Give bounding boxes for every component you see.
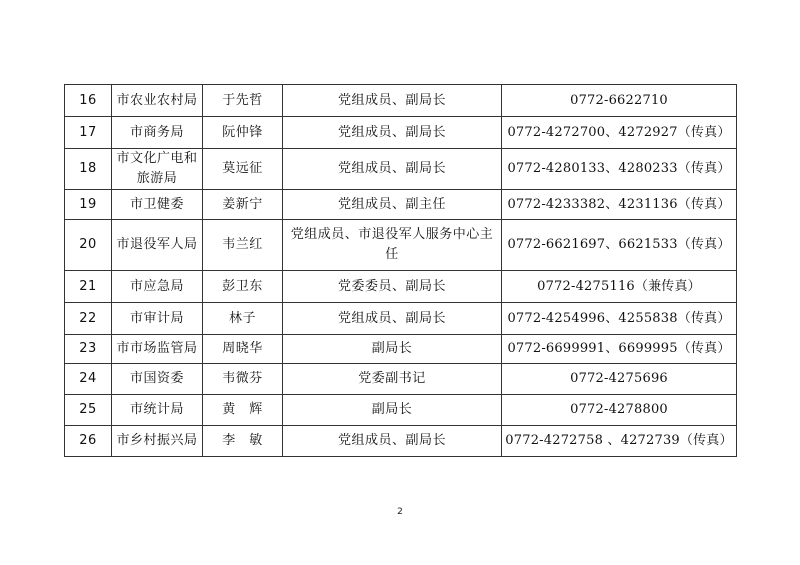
person-name-cell: 黄 辉 <box>203 395 283 426</box>
person-name-cell: 韦兰红 <box>203 220 283 271</box>
department-cell: 市应急局 <box>112 271 203 303</box>
position-cell: 党组成员、市退役军人服务中心主任 <box>283 220 502 271</box>
person-name-cell: 莫远征 <box>203 149 283 190</box>
position-cell: 党组成员、副主任 <box>283 190 502 220</box>
table-row <box>65 303 737 335</box>
department-cell: 市文化广电和旅游局 <box>112 149 203 190</box>
phone-cell: 0772-4233382、4231136（传真） <box>502 190 737 220</box>
person-name-cell: 彭卫东 <box>203 271 283 303</box>
table-row <box>65 190 737 220</box>
department-cell: 市商务局 <box>112 117 203 149</box>
table-row <box>65 426 737 457</box>
department-cell: 市审计局 <box>112 303 203 335</box>
department-cell: 市乡村振兴局 <box>112 426 203 457</box>
person-name-cell: 于先哲 <box>203 85 283 117</box>
row-number: 19 <box>65 190 112 220</box>
department-cell: 市卫健委 <box>112 190 203 220</box>
person-name-cell: 韦微芬 <box>203 364 283 395</box>
row-number: 18 <box>65 149 112 190</box>
row-number: 22 <box>65 303 112 335</box>
person-name-cell: 李 敏 <box>203 426 283 457</box>
phone-cell: 0772-4275696 <box>502 364 737 395</box>
phone-cell: 0772-4278800 <box>502 395 737 426</box>
phone-cell: 0772-4275116（兼传真） <box>502 271 737 303</box>
position-cell: 党组成员、副局长 <box>283 426 502 457</box>
department-cell: 市退役军人局 <box>112 220 203 271</box>
phone-cell: 0772-6621697、6621533（传真） <box>502 220 737 271</box>
department-cell: 市国资委 <box>112 364 203 395</box>
department-cell: 市农业农村局 <box>112 85 203 117</box>
table-row <box>65 85 737 117</box>
row-number: 16 <box>65 85 112 117</box>
position-cell: 党组成员、副局长 <box>283 303 502 335</box>
position-cell: 副局长 <box>283 395 502 426</box>
row-number: 20 <box>65 220 112 271</box>
table-row <box>65 220 737 271</box>
person-name-cell: 阮仲锋 <box>203 117 283 149</box>
row-number: 21 <box>65 271 112 303</box>
phone-cell: 0772-4254996、4255838（传真） <box>502 303 737 335</box>
table-row <box>65 271 737 303</box>
row-number: 25 <box>65 395 112 426</box>
position-cell: 党委委员、副局长 <box>283 271 502 303</box>
phone-cell: 0772-6699991、6699995（传真） <box>502 335 737 364</box>
person-name-cell: 周晓华 <box>203 335 283 364</box>
position-cell: 党组成员、副局长 <box>283 149 502 190</box>
table-row <box>65 364 737 395</box>
position-cell: 党组成员、副局长 <box>283 117 502 149</box>
phone-cell: 0772-4280133、4280233（传真） <box>502 149 737 190</box>
phone-cell: 0772-4272758 、4272739（传真） <box>502 426 737 457</box>
row-number: 17 <box>65 117 112 149</box>
department-cell: 市市场监管局 <box>112 335 203 364</box>
phone-cell: 0772-4272700、4272927（传真） <box>502 117 737 149</box>
department-cell: 市统计局 <box>112 395 203 426</box>
position-cell: 党组成员、副局长 <box>283 85 502 117</box>
position-cell: 党委副书记 <box>283 364 502 395</box>
table-row <box>65 395 737 426</box>
row-number: 26 <box>65 426 112 457</box>
row-number: 24 <box>65 364 112 395</box>
page-number: 2 <box>397 507 403 517</box>
person-name-cell: 林子 <box>203 303 283 335</box>
table-row <box>65 149 737 190</box>
position-cell: 副局长 <box>283 335 502 364</box>
contacts-table <box>64 84 737 457</box>
row-number: 23 <box>65 335 112 364</box>
table-row <box>65 335 737 364</box>
table-row <box>65 117 737 149</box>
person-name-cell: 姜新宁 <box>203 190 283 220</box>
phone-cell: 0772-6622710 <box>502 85 737 117</box>
